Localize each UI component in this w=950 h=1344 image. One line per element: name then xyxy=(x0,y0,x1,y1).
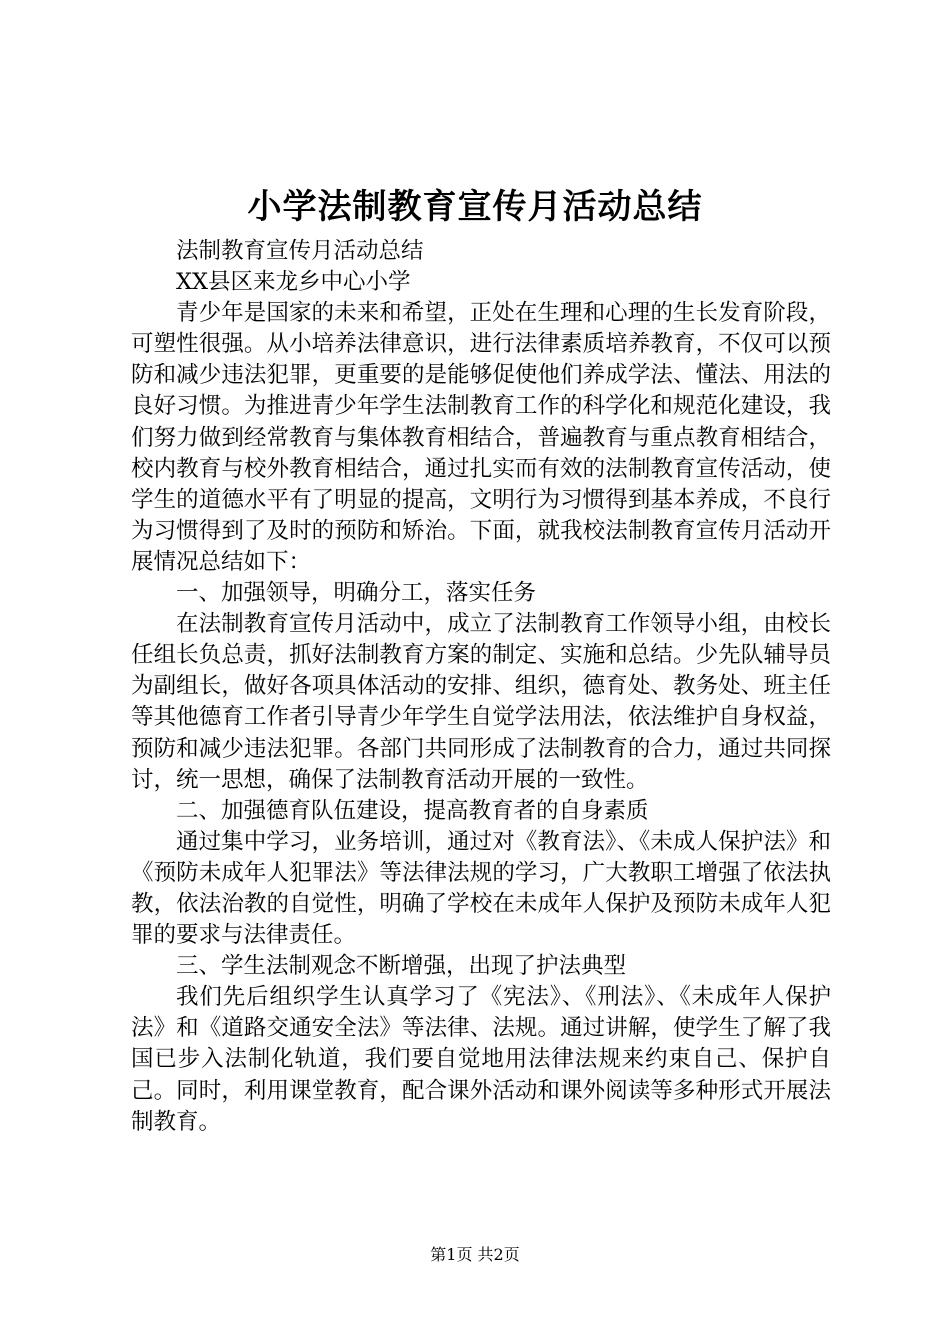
school-name-paragraph: XX县区来龙乡中心小学 xyxy=(176,269,411,296)
section-paragraph-2: 通过集中学习，业务培训，通过对《教育法》、《未成人保护法》和《预防未成年人犯罪法》等法律法规的学习，广大教职工增强了依法执教，依法治教的自觉性，明确了学校在未成年人保护及预防未成年人犯罪的要求与法律责任。 xyxy=(131,828,831,949)
document-title: 小学法制教育宣传月活动总结 xyxy=(247,187,703,227)
subtitle-paragraph: 法制教育宣传月活动总结 xyxy=(176,238,424,264)
intro-paragraph: 青少年是国家的未来和希望，正处在生理和心理的生长发育阶段，可塑性很强。从小培养法律意识，进行法律素质培养教育，不仅可以预防和减少违法犯罪，更重要的是能够促使他们养成学法、懂法、用法的良好习惯。为推进青少年学生法制教育工作的科学化和规范化建设，我们努力做到经常教育与集体教育相结合，普遍教育与重点教育相结合，校内教育与校外教育相结合，通过扎实而有效的法制教育宣传活动，使学生的道德水平有了明显的提高，文明行为习惯得到基本养成，不良行为习惯得到了及时的预防和矫治。下面，就我校法制教育宣传月活动开展情况总结如下： xyxy=(131,300,831,575)
section-heading-1: 一、加强领导，明确分工，落实任务 xyxy=(176,580,537,607)
document-body xyxy=(131,236,831,1138)
section-paragraph-1: 在法制教育宣传月活动中，成立了法制教育工作领导小组，由校长任组长负总责，抓好法制教育方案的制定、实施和总结。少先队辅导员为副组长，做好各项具体活动的安排、组织，德育处、教务处、班主任等其他德育工作者引导青少年学生自觉学法用法，依法维护自身权益，预防和减少违法犯罪。各部门共同形成了法制教育的合力，通过共同探讨，统一思想，确保了法制教育活动开展的一致性。 xyxy=(131,611,831,793)
section-paragraph-3: 我们先后组织学生认真学习了《宪法》、《刑法》、《未成年人保护法》和《道路交通安全法》等法律、法规。通过讲解，使学生了解了我国已步入法制化轨道，我们要自觉地用法律法规来约束自己、保护自己。同时，利用课堂教育，配合课外活动和课外阅读等多种形式开展法制教育。 xyxy=(131,984,831,1135)
section-heading-2: 二、加强德育队伍建设，提高教育者的自身素质 xyxy=(176,797,649,824)
section-heading-3: 三、学生法制观念不断增强，出现了护法典型 xyxy=(176,953,627,980)
page-number-footer: 第1页 共2页 xyxy=(430,1245,520,1264)
